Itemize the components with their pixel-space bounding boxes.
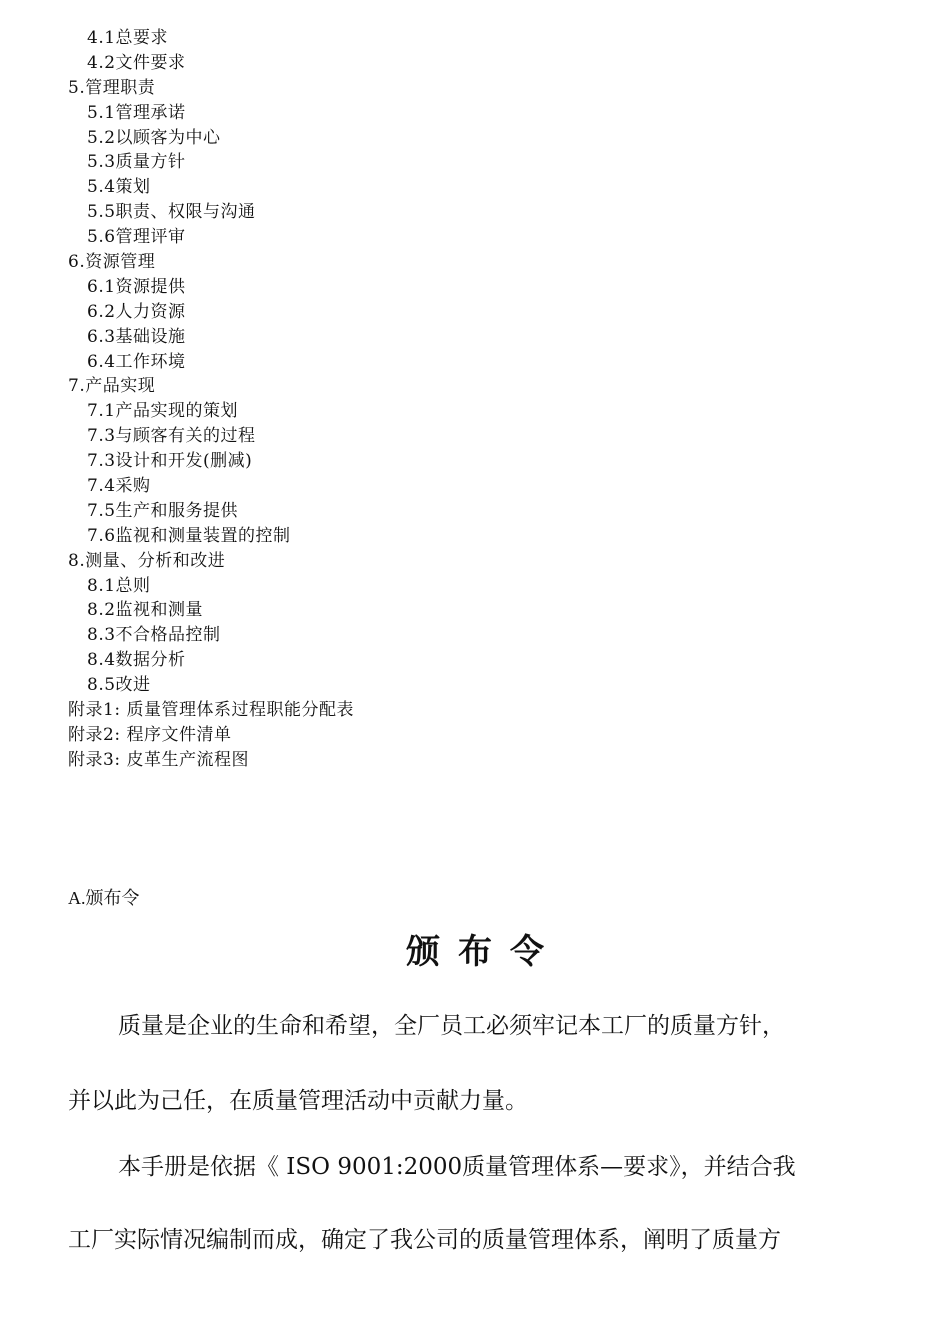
toc-item: 8.2监视和测量 <box>87 600 204 621</box>
toc-chapter: 7.产品实现 <box>68 376 156 397</box>
toc-appendix: 附录3: 皮革生产流程图 <box>68 749 249 770</box>
toc-item: 7.5生产和服务提供 <box>87 500 239 521</box>
toc-item: 6.1资源提供 <box>87 276 186 297</box>
toc-item: 8.3不合格品控制 <box>87 625 221 646</box>
toc-item: 5.6管理评审 <box>87 227 186 248</box>
toc-item: 6.3基础设施 <box>87 326 186 347</box>
body-paragraph-line: 并以此为己任，在质量管理活动中贡献力量。 <box>68 1088 528 1114</box>
toc-item: 4.2文件要求 <box>87 52 186 73</box>
body-paragraph-line: 本手册是依据《 ISO 9001:2000质量管理体系—要求》，并结合我 <box>118 1154 796 1180</box>
toc-item: 8.1总则 <box>87 575 151 596</box>
toc-item: 7.3设计和开发(删减) <box>87 451 253 472</box>
toc-item: 7.1产品实现的策划 <box>87 401 239 422</box>
toc-item: 5.5职责、权限与沟通 <box>87 202 256 223</box>
toc-item: 5.3质量方针 <box>87 152 186 173</box>
toc-item: 7.6监视和测量装置的控制 <box>87 525 291 546</box>
toc-item: 6.4工作环境 <box>87 351 186 372</box>
toc-chapter: 6.资源管理 <box>68 252 156 273</box>
toc-item: 8.5改进 <box>87 675 151 696</box>
toc-item: 5.2以顾客为中心 <box>87 127 221 148</box>
body-paragraph-line: 工厂实际情况编制而成，确定了我公司的质量管理体系，阐明了质量方 <box>68 1227 781 1253</box>
toc-appendix: 附录2: 程序文件清单 <box>68 724 232 745</box>
toc-item: 5.1管理承诺 <box>87 102 186 123</box>
toc-item: 5.4策划 <box>87 177 151 198</box>
toc-chapter: 5.管理职责 <box>68 77 156 98</box>
body-paragraph-line: 质量是企业的生命和希望，全厂员工必须牢记本工厂的质量方针， <box>118 1013 785 1039</box>
toc-item: 8.4数据分析 <box>87 650 186 671</box>
toc-chapter: 8.测量、分析和改进 <box>68 550 226 571</box>
toc-item: 4.1总要求 <box>87 28 169 48</box>
toc-item: 7.4采购 <box>87 476 151 497</box>
toc-item: 6.2人力资源 <box>87 301 186 322</box>
table-of-contents <box>68 26 888 773</box>
toc-appendix: 附录1: 质量管理体系过程职能分配表 <box>68 700 354 721</box>
page-title: 颁布令 <box>406 932 562 972</box>
section-label: A.颁布令 <box>68 888 140 908</box>
toc-item: 7.3与顾客有关的过程 <box>87 426 256 447</box>
